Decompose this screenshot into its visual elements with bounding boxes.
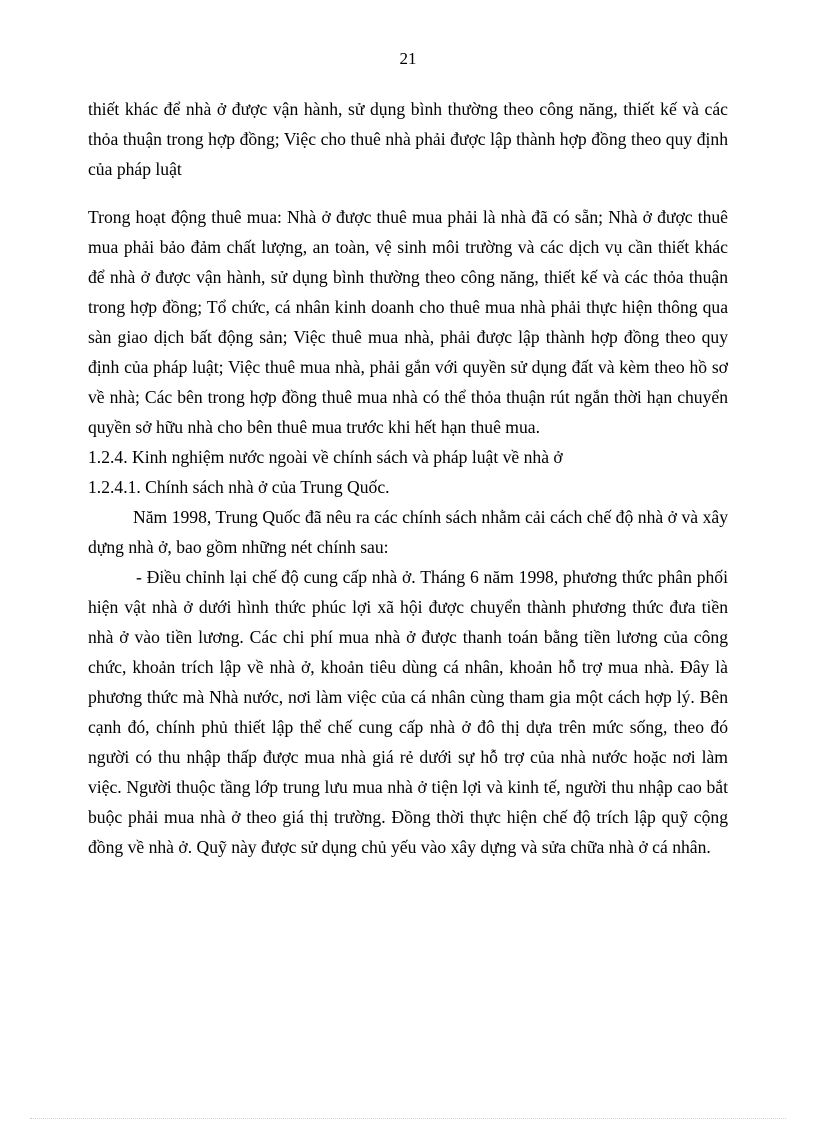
document-body — [88, 94, 728, 862]
page-number: 21 — [399, 49, 417, 68]
paragraph-lease-purchase: Trong hoạt động thuê mua: Nhà ở được thuê mua phải là nhà đã có sẵn; Nhà ở được thuê mua phải bảo đảm chất lượng, an toàn, vệ sinh môi trường và các dịch vụ cần thiết khác để nhà ở được vận hành, sử dụng bình thường theo công năng, thiết kế và các thỏa thuận trong hợp đồng; Tổ chức, cá nhân kinh doanh cho thuê mua nhà phải thực hiện thông qua sàn giao dịch bất động sản; Việc thuê mua nhà, phải được lập thành hợp đồng theo quy định của pháp luật; Việc thuê mua nhà, phải gắn với quyền sử dụng đất và kèm theo hồ sơ về nhà; Các bên trong hợp đồng thuê mua nhà có thể thỏa thuận rút ngắn thời hạn chuyển quyền sở hữu nhà cho bên thuê mua trước khi hết hạn thuê mua. — [88, 207, 728, 437]
paragraph-housing-supply-reform: - Điều chỉnh lại chế độ cung cấp nhà ở. Tháng 6 năm 1998, phương thức phân phối hiện vật nhà ở dưới hình thức phúc lợi xã hội được chuyển thành phương thức đưa tiền nhà ở vào tiền lương. Các chi phí mua nhà ở được thanh toán bằng tiền lương của công chức, khoản trích lập về nhà ở, khoản tiêu dùng cá nhân, khoản hỗ trợ mua nhà. Đây là phương thức mà Nhà nước, nơi làm việc của cá nhân cùng tham gia một cách hợp lý. Bên cạnh đó, chính phủ thiết lập thể chế cung cấp nhà ở đô thị dựa trên mức sống, theo đó người có thu nhập thấp được mua nhà giá rẻ dưới sự hỗ trợ của nhà nước hoặc nơi làm việc. Người thuộc tầng lớp trung lưu mua nhà ở tiện lợi và kinh tế, người thu nhập cao bắt buộc phải mua nhà ở theo giá thị trường. Đồng thời thực hiện chế độ trích lập quỹ cộng đồng về nhà ở. Quỹ này được sử dụng chủ yếu vào xây dựng và sửa chữa nhà ở cá nhân. — [88, 567, 728, 857]
subsection-heading-china: 1.2.4.1. Chính sách nhà ở của Trung Quốc. — [88, 477, 390, 497]
paragraph-rental-conditions: thiết khác để nhà ở được vận hành, sử dụng bình thường theo công năng, thiết kế và các thỏa thuận trong hợp đồng; Việc cho thuê nhà phải được lập thành hợp đồng theo quy định của pháp luật — [88, 99, 728, 179]
page-bottom-divider — [30, 1118, 786, 1119]
section-heading-foreign-experience: 1.2.4. Kinh nghiệm nước ngoài về chính sách và pháp luật về nhà ở — [88, 447, 563, 467]
paragraph-china-intro: Năm 1998, Trung Quốc đã nêu ra các chính sách nhằm cải cách chế độ nhà ở và xây dựng nhà ở, bao gồm những nét chính sau: — [88, 507, 728, 557]
